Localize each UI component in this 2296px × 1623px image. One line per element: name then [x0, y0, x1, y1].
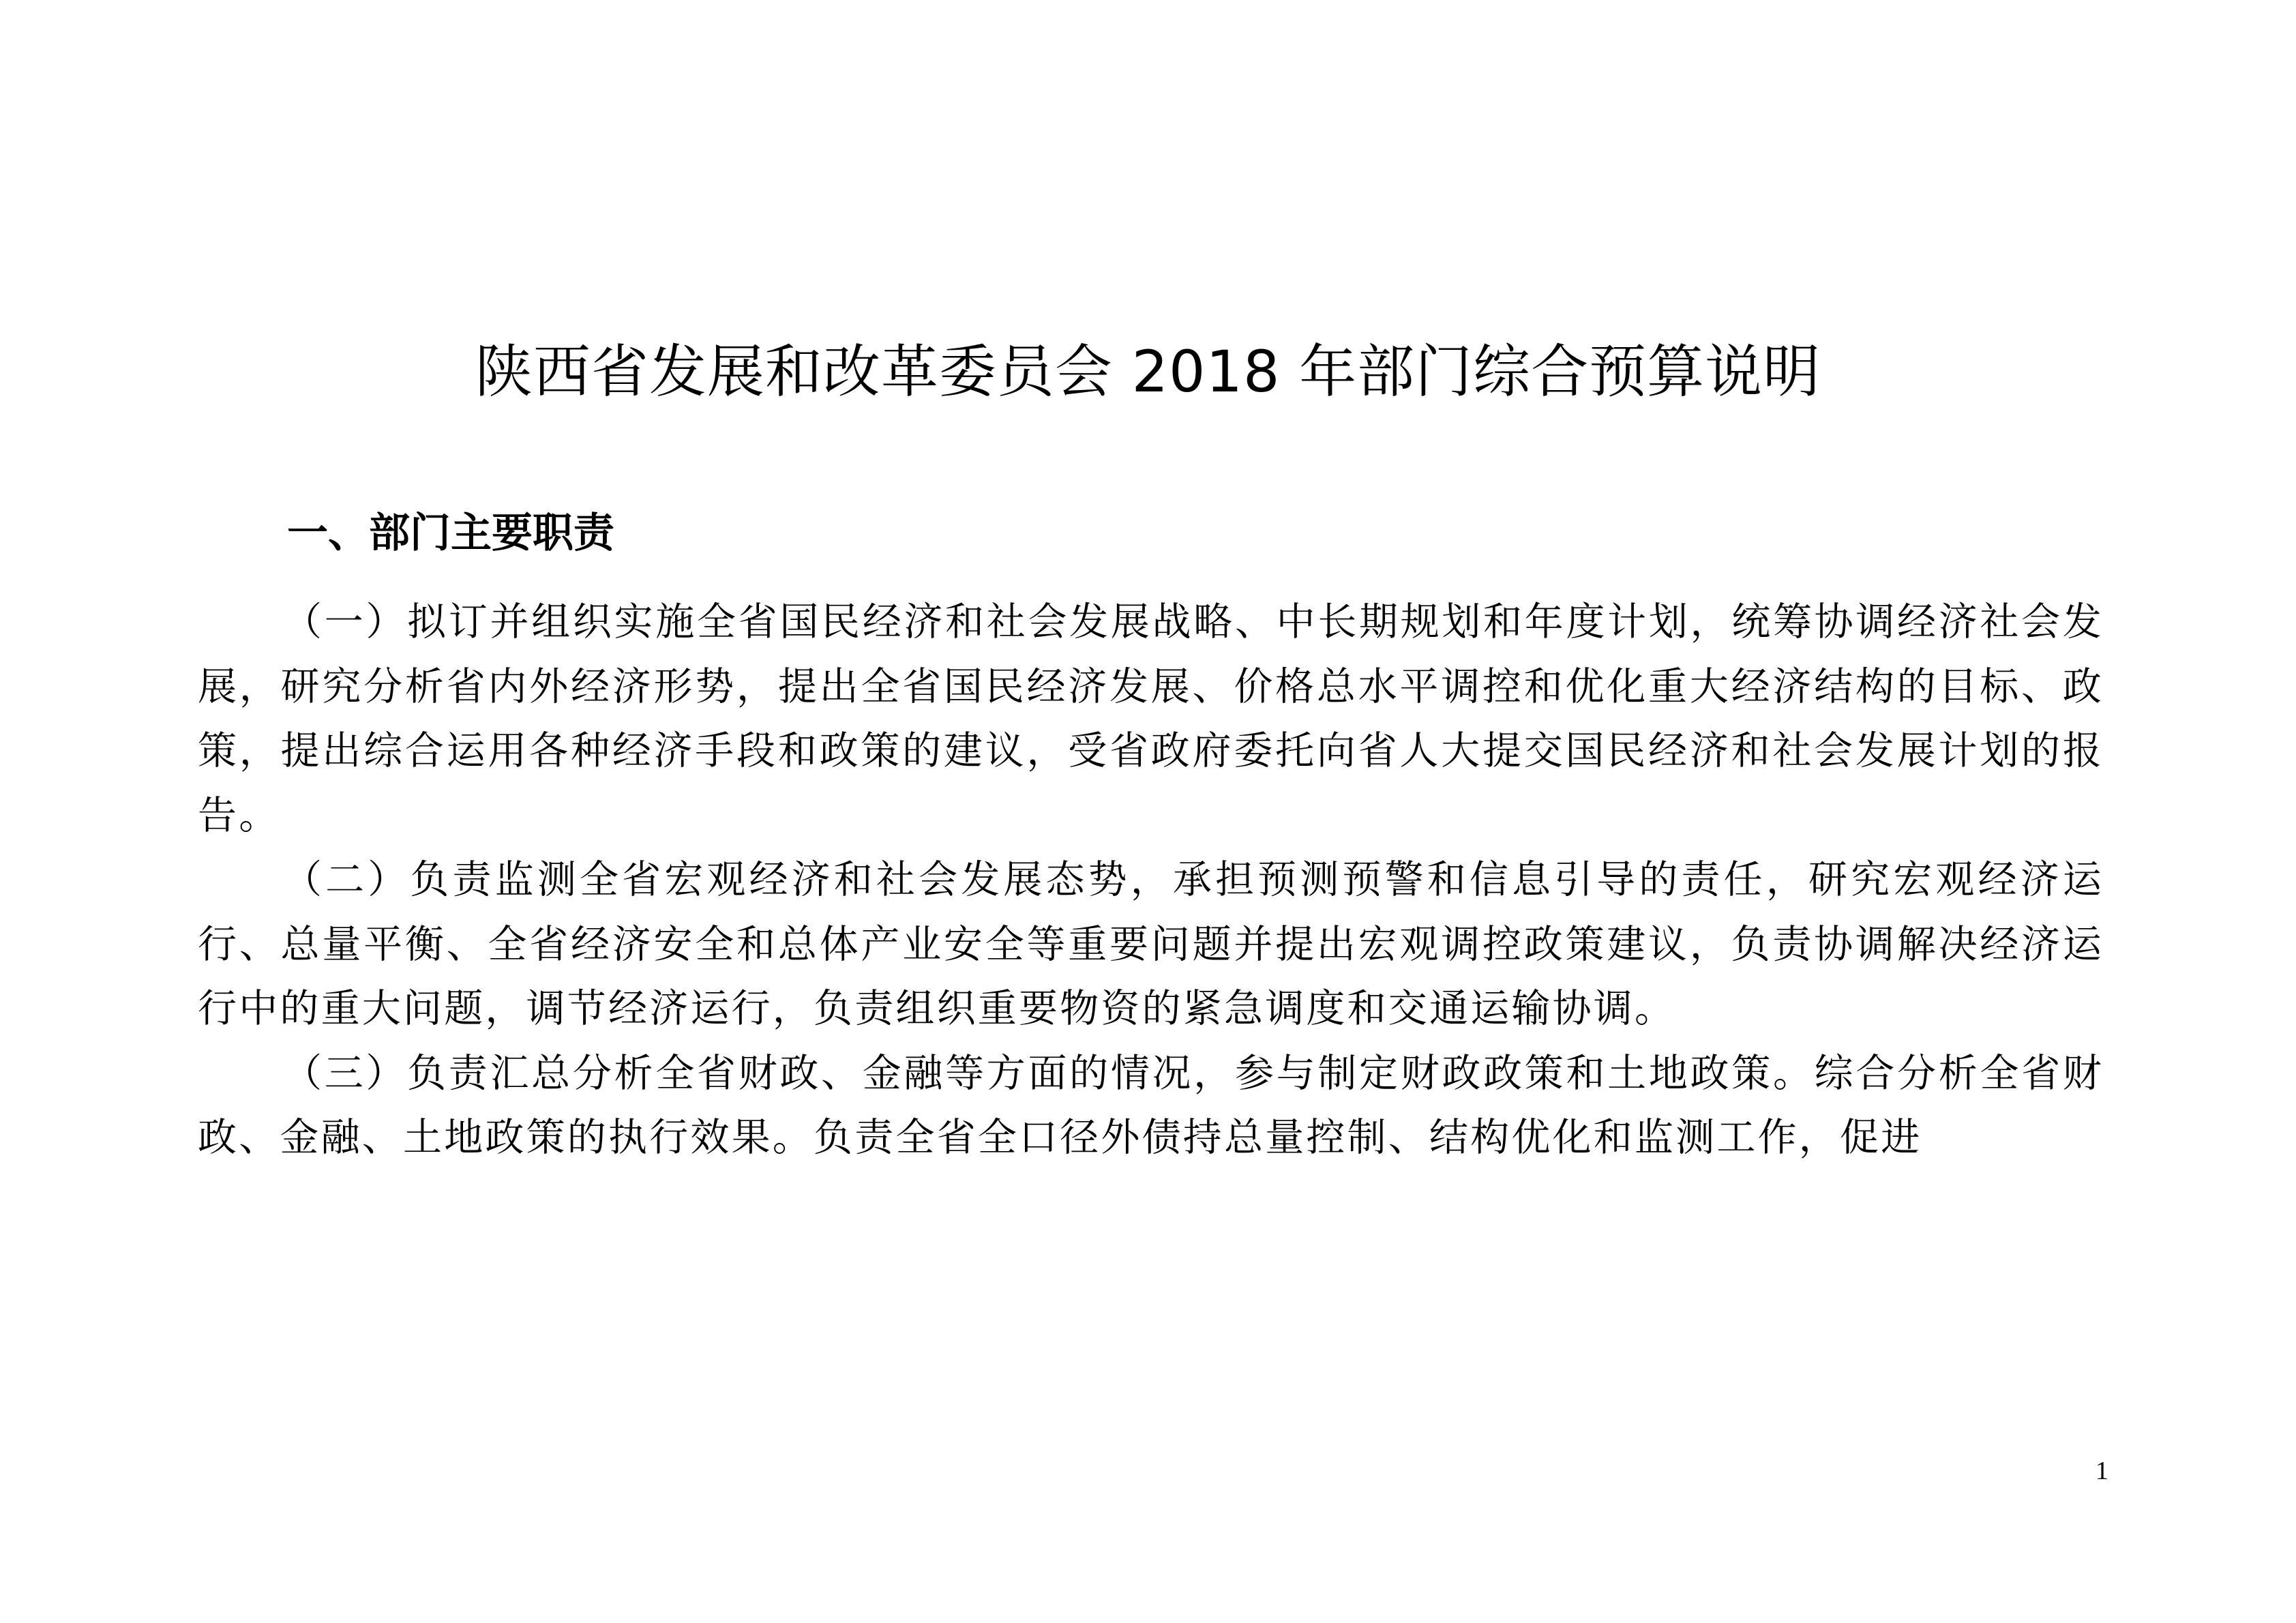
- paragraph-2: （二）负责监测全省宏观经济和社会发展态势，承担预测预警和信息引导的责任，研究宏观经济运行、总量平衡、全省经济安全和总体产业安全等重要问题并提出宏观调控政策建议，负责协调解决经济运行中的重大问题，调节经济运行，负责组织重要物资的紧急调度和交通运输协调。: [198, 857, 2104, 1031]
- document-title: 陕西省发展和改革委员会 2018 年部门综合预算说明: [475, 338, 1821, 405]
- paragraph-3: （三）负责汇总分析全省财政、金融等方面的情况，参与制定财政政策和土地政策。综合分析全省财政、金融、土地政策的执行效果。负责全省全口径外债持总量控制、结构优化和监测工作，促进: [198, 1050, 2104, 1160]
- page-number: 1: [2096, 1457, 2108, 1485]
- paragraph-1: （一）拟订并组织实施全省国民经济和社会发展战略、中长期规划和年度计划，统筹协调经济社会发展，研究分析省内外经济形势，提出全省国民经济发展、价格总水平调控和优化重大经济结构的目标、政策，提出综合运用各种经济手段和政策的建议，受省政府委托向省人大提交国民经济和社会发展计划的报告。: [198, 599, 2104, 838]
- document-body: [198, 590, 2104, 1170]
- section-heading: 一、部门主要职责: [287, 509, 614, 557]
